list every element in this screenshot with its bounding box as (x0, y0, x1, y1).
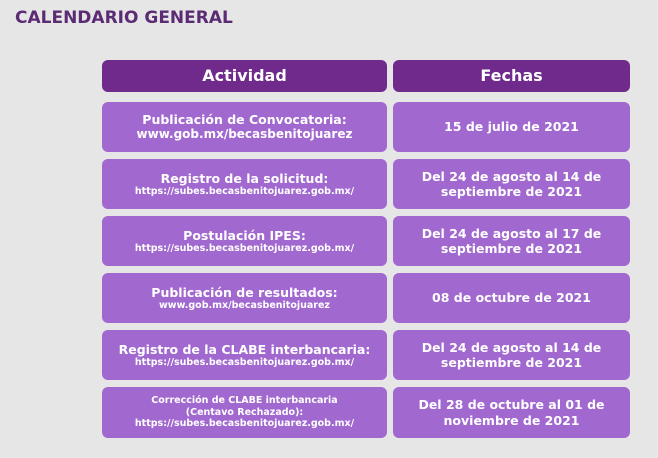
activity-cell (102, 102, 387, 152)
table-row (102, 216, 630, 266)
activity-label-note: (Centavo Rechazado): (185, 406, 304, 418)
activity-cell (102, 273, 387, 323)
activity-cell (102, 159, 387, 209)
dates-cell (393, 102, 630, 152)
activity-link[interactable]: https://subes.becasbenitojuarez.gob.mx/ (134, 356, 355, 368)
activity-cell (102, 330, 387, 380)
activity-label: Postulación IPES: (183, 227, 306, 243)
activity-link[interactable]: https://subes.becasbenitojuarez.gob.mx/ (134, 418, 355, 430)
header-dates: Fechas (393, 60, 630, 92)
dates-cell (393, 216, 630, 266)
table-row (102, 330, 630, 380)
activity-cell (102, 387, 387, 438)
dates-text: 08 de octubre de 2021 (432, 290, 591, 306)
activity-label: Corrección de CLABE interbancaria (151, 395, 338, 407)
dates-cell (393, 273, 630, 323)
activity-link[interactable]: https://subes.becasbenitojuarez.gob.mx/ (134, 185, 355, 197)
dates-text: Del 24 de agosto al 14 de septiembre de 2021 (421, 339, 602, 370)
activity-cell (102, 216, 387, 266)
table-row (102, 273, 630, 323)
activity-label: Registro de la solicitud: (160, 170, 329, 186)
table-header-row (102, 60, 630, 92)
table-row (102, 387, 630, 438)
dates-cell (393, 330, 630, 380)
activity-link[interactable]: www.gob.mx/becasbenitojuarez (159, 299, 330, 311)
dates-text: Del 28 de octubre al 01 de noviembre de 2021 (418, 397, 605, 428)
dates-cell (393, 159, 630, 209)
calendar-table (102, 60, 630, 445)
dates-text: 15 de julio de 2021 (444, 119, 579, 135)
header-activity: Actividad (102, 60, 387, 92)
dates-text: Del 24 de agosto al 14 de septiembre de 2021 (421, 168, 602, 199)
activity-label: Registro de la CLABE interbancaria: (118, 341, 371, 357)
table-row (102, 159, 630, 209)
dates-text: Del 24 de agosto al 17 de septiembre de 2021 (421, 225, 602, 256)
dates-cell (393, 387, 630, 438)
activity-label: Publicación de resultados: (151, 284, 338, 300)
page-title: CALENDARIO GENERAL (15, 8, 233, 28)
table-row (102, 102, 630, 152)
activity-link[interactable]: www.gob.mx/becasbenitojuarez (136, 127, 353, 142)
activity-link[interactable]: https://subes.becasbenitojuarez.gob.mx/ (134, 242, 355, 254)
activity-label: Publicación de Convocatoria: (142, 112, 347, 128)
